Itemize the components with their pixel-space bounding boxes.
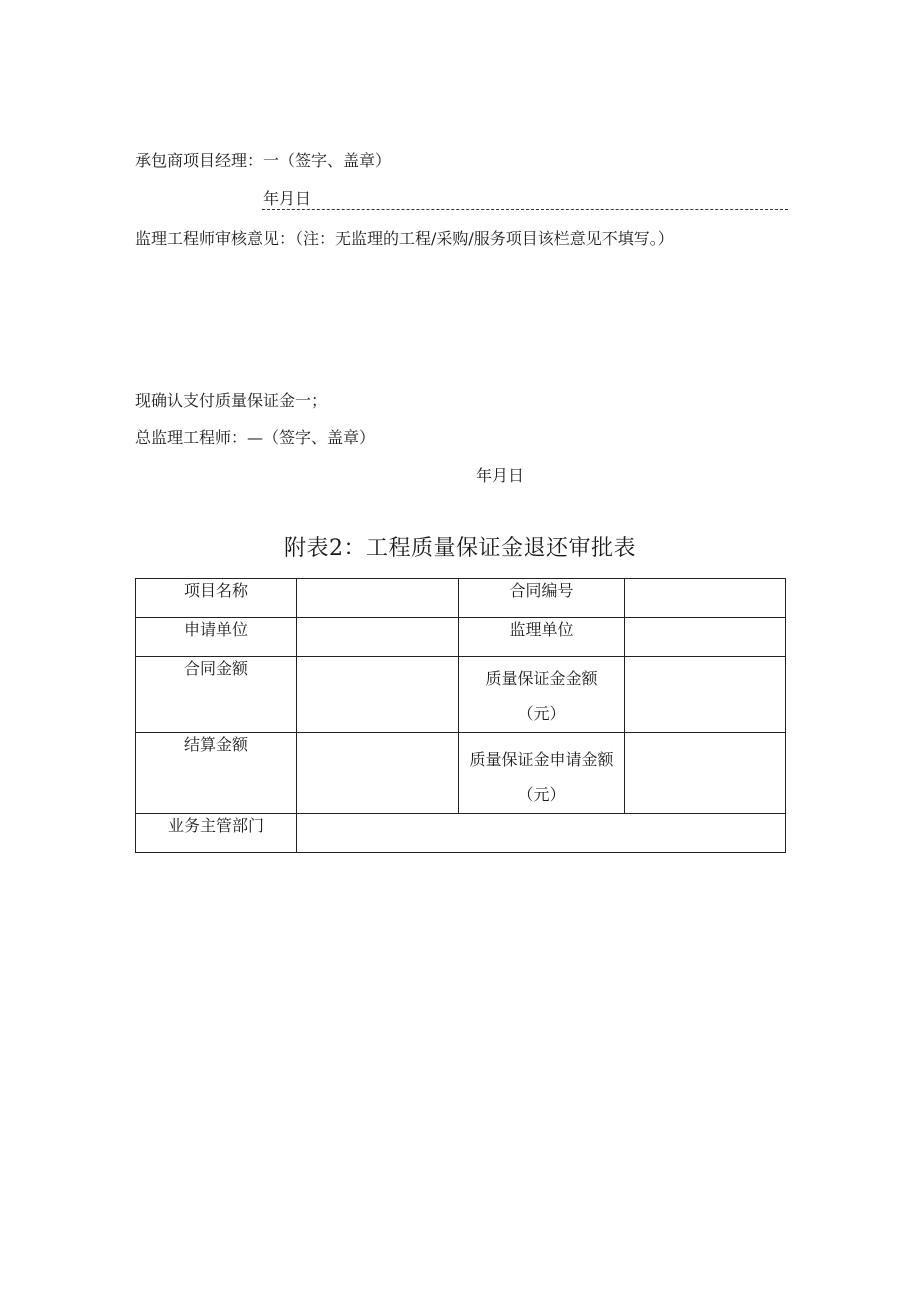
settlement-amount-cell[interactable] — [297, 733, 459, 814]
deposit-amount-label-text: 质量保证金金额 — [485, 669, 598, 688]
table-title: 附表2：工程质量保证金退还审批表 — [284, 536, 636, 561]
table-row — [136, 733, 786, 814]
deposit-amount-label — [459, 657, 625, 733]
signature-divider — [262, 209, 788, 210]
confirm-payment-line: 现确认支付质量保证金一； — [135, 391, 328, 410]
deposit-request-amount-label — [459, 733, 625, 814]
business-department-label: 业务主管部门 — [136, 814, 297, 853]
table-row — [136, 814, 786, 853]
applicant-unit-cell[interactable] — [297, 618, 459, 657]
supervision-unit-cell[interactable] — [625, 618, 786, 657]
deposit-amount-cell[interactable] — [625, 657, 786, 733]
deposit-request-amount-label-text: 质量保证金申请金额 — [469, 750, 614, 769]
supervisor-opinion-label: 监理工程师审核意见：（注：无监理的工程/采购/服务项目该栏意见不填写。） — [135, 229, 674, 248]
business-department-cell[interactable] — [297, 814, 786, 853]
deposit-request-amount-unit: （元） — [517, 785, 566, 804]
contractor-manager-signature-line: 承包商项目经理：一（签字、盖章） — [135, 151, 392, 170]
chief-supervisor-signature-line: 总监理工程师：—（签字、盖章） — [135, 428, 376, 447]
date-line-chief-supervisor: 年月日 — [476, 466, 525, 485]
applicant-unit-label: 申请单位 — [136, 618, 297, 657]
supervision-unit-label: 监理单位 — [459, 618, 625, 657]
project-name-label: 项目名称 — [136, 579, 297, 618]
contract-amount-label: 合同金额 — [136, 657, 297, 733]
table-row — [136, 657, 786, 733]
deposit-request-amount-cell[interactable] — [625, 733, 786, 814]
contract-number-label: 合同编号 — [459, 579, 625, 618]
project-name-cell[interactable] — [297, 579, 459, 618]
table-row — [136, 579, 786, 618]
approval-table — [135, 578, 786, 853]
contract-number-cell[interactable] — [625, 579, 786, 618]
contract-amount-cell[interactable] — [297, 657, 459, 733]
table-row — [136, 618, 786, 657]
date-line-contractor: 年月日 — [263, 189, 312, 208]
deposit-amount-unit: （元） — [517, 704, 566, 723]
settlement-amount-label: 结算金额 — [136, 733, 297, 814]
